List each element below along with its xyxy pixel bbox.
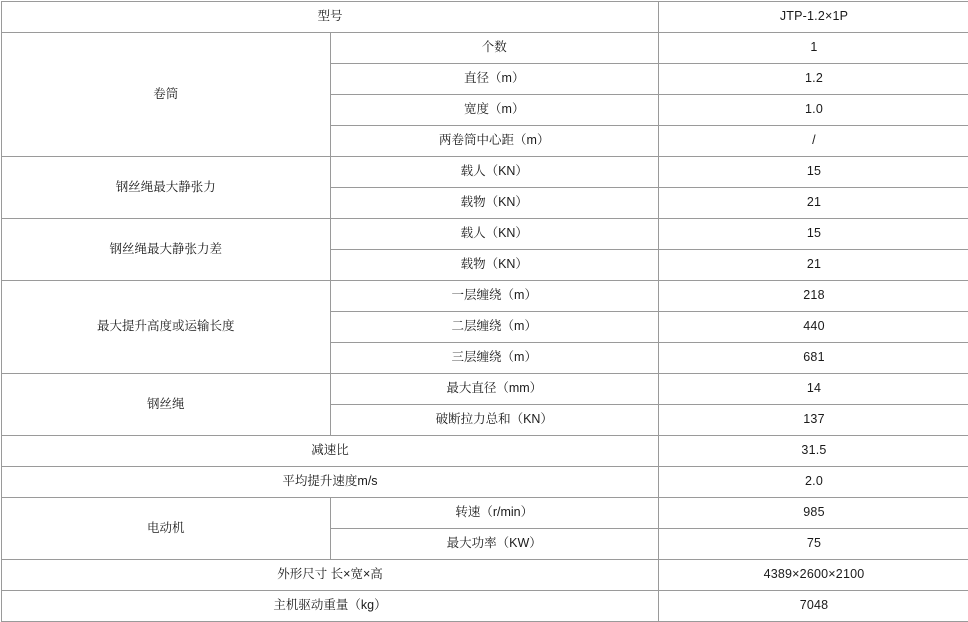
- row-label: 外形尺寸 长×宽×高: [2, 560, 659, 591]
- row-label: 载人（KN）: [330, 157, 659, 188]
- row-value: 440: [659, 312, 968, 343]
- row-group-label: 钢丝绳最大静张力差: [2, 219, 331, 281]
- row-label: 个数: [330, 33, 659, 64]
- row-group-label: 钢丝绳: [2, 374, 331, 436]
- row-value: 31.5: [659, 436, 968, 467]
- row-label: 破断拉力总和（KN）: [330, 405, 659, 436]
- row-value: 15: [659, 157, 968, 188]
- row-label: 直径（m）: [330, 64, 659, 95]
- table-row: [2, 436, 968, 467]
- table-row: [2, 498, 968, 529]
- row-value: 218: [659, 281, 968, 312]
- row-value: 2.0: [659, 467, 968, 498]
- table-row: [2, 467, 968, 498]
- row-value: 1.0: [659, 95, 968, 126]
- row-group-label: 卷筒: [2, 33, 331, 157]
- row-value: 15: [659, 219, 968, 250]
- row-label: 载物（KN）: [330, 250, 659, 281]
- row-label: 减速比: [2, 436, 659, 467]
- row-value: 21: [659, 188, 968, 219]
- table-row: [2, 591, 968, 622]
- table-row: [2, 374, 968, 405]
- row-label: 宽度（m）: [330, 95, 659, 126]
- row-value: 7048: [659, 591, 968, 622]
- table-body: [2, 2, 968, 622]
- row-value: 21: [659, 250, 968, 281]
- row-group-label: 最大提升高度或运输长度: [2, 281, 331, 374]
- row-label: 两卷筒中心距（m）: [330, 126, 659, 157]
- row-label: 载人（KN）: [330, 219, 659, 250]
- table-row: [2, 560, 968, 591]
- row-value: /: [659, 126, 968, 157]
- table-row: [2, 157, 968, 188]
- row-label: 主机驱动重量（kg）: [2, 591, 659, 622]
- row-group-label: 钢丝绳最大静张力: [2, 157, 331, 219]
- row-label: 最大功率（KW）: [330, 529, 659, 560]
- specification-table: [1, 1, 968, 622]
- row-value: 75: [659, 529, 968, 560]
- row-value: 681: [659, 343, 968, 374]
- row-value: 985: [659, 498, 968, 529]
- specification-table-container: [0, 1, 968, 622]
- row-label: 二层缠绕（m）: [330, 312, 659, 343]
- row-label: 平均提升速度m/s: [2, 467, 659, 498]
- table-row: [2, 219, 968, 250]
- row-label: 型号: [2, 2, 659, 33]
- row-value: 4389×2600×2100: [659, 560, 968, 591]
- row-value: JTP-1.2×1P: [659, 2, 968, 33]
- row-value: 14: [659, 374, 968, 405]
- row-value: 137: [659, 405, 968, 436]
- row-label: 载物（KN）: [330, 188, 659, 219]
- row-value: 1: [659, 33, 968, 64]
- row-label: 转速（r/min）: [330, 498, 659, 529]
- row-value: 1.2: [659, 64, 968, 95]
- row-label: 三层缠绕（m）: [330, 343, 659, 374]
- row-label: 最大直径（mm）: [330, 374, 659, 405]
- row-label: 一层缠绕（m）: [330, 281, 659, 312]
- table-row: [2, 2, 968, 33]
- row-group-label: 电动机: [2, 498, 331, 560]
- table-row: [2, 33, 968, 64]
- table-row: [2, 281, 968, 312]
